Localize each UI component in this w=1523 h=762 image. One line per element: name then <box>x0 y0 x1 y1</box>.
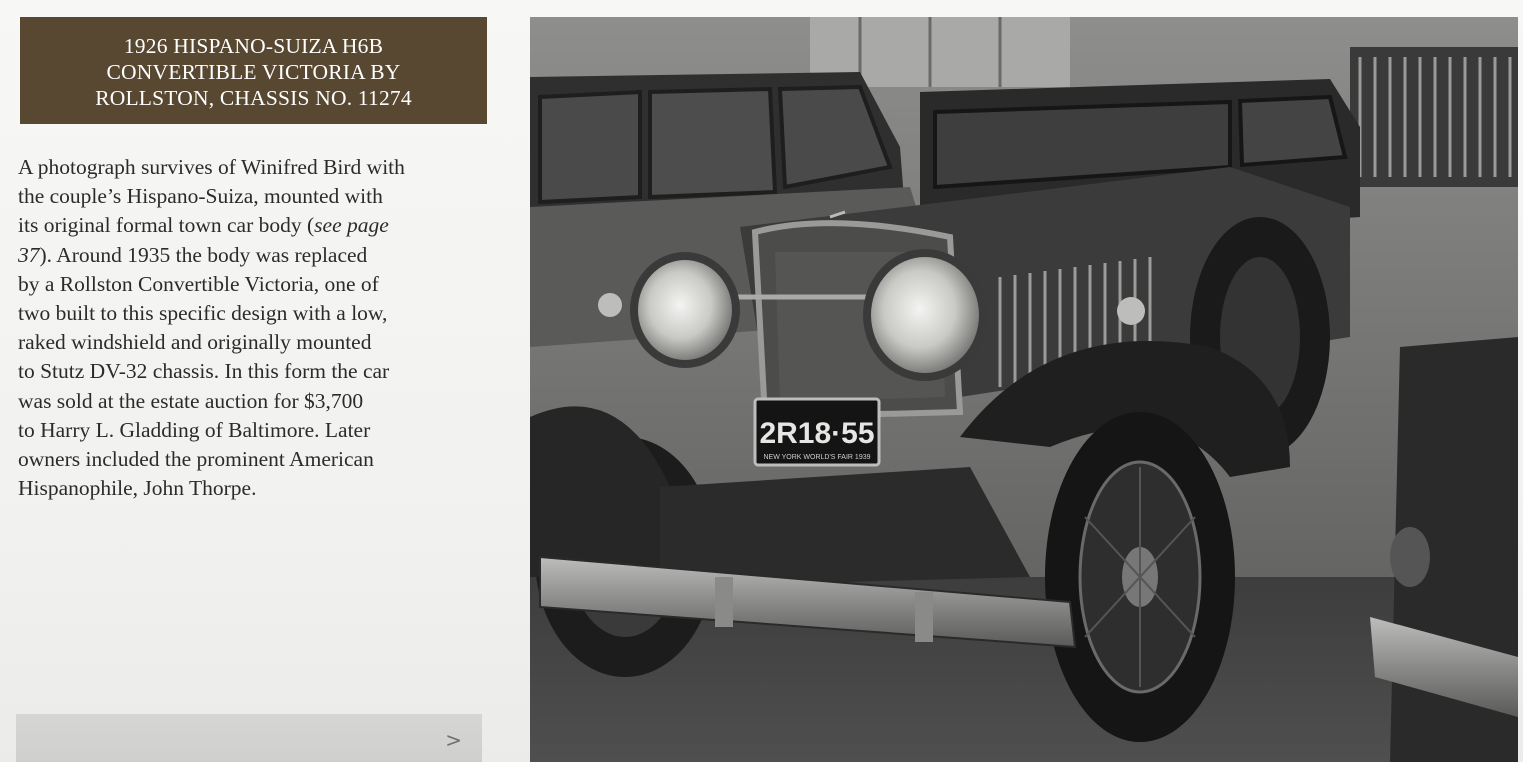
plate-number: 2R18·55 <box>759 417 875 450</box>
caption-body-line: by a Rollston Convertible Victoria, one of <box>18 271 379 296</box>
caption-title-box <box>20 17 487 124</box>
caption-body-line: raked windshield and originally mounted <box>18 330 372 355</box>
chevron-right-icon[interactable]: > <box>445 728 462 752</box>
car-photograph <box>530 17 1518 762</box>
page-reference-number: 37 <box>18 242 40 267</box>
caption-title-line: 1926 HISPANO-SUIZA H6B <box>123 33 384 58</box>
caption-text-segment: ). Around 1935 the body was replaced <box>39 242 368 267</box>
caption-body-line <box>18 211 498 240</box>
caption-body-line: owners included the prominent American <box>18 447 374 472</box>
caption-body-line: Hispanophile, John Thorpe. <box>18 476 257 501</box>
page-reference: see page <box>314 213 389 238</box>
caption-title-line: ROLLSTON, CHASSIS NO. 11274 <box>95 85 412 110</box>
caption-body-line: the couple’s Hispano-Suiza, mounted with <box>18 184 383 209</box>
caption-body-line: to Stutz DV-32 chassis. In this form the car <box>18 359 390 384</box>
caption-body-line <box>18 241 498 270</box>
license-plate <box>755 399 879 465</box>
caption-body-line: was sold at the estate auction for $3,700 <box>18 388 364 413</box>
caption-text-segment: its original formal town car body ( <box>18 213 315 238</box>
plate-subtext: NEW YORK WORLD'S FAIR 1939 <box>763 454 871 461</box>
next-page-bar[interactable] <box>16 714 482 762</box>
parking-light <box>598 293 622 317</box>
caption-title-line: CONVERTIBLE VICTORIA BY <box>106 59 401 84</box>
car-photo-illustration <box>530 17 1518 762</box>
caption-body-line: two built to this specific design with a low, <box>18 301 388 326</box>
caption-body-line: to Harry L. Gladding of Baltimore. Later <box>18 417 371 442</box>
caption-body-line: A photograph survives of Winifred Bird with <box>18 155 405 179</box>
right-headlamp <box>863 249 987 381</box>
left-headlamp <box>630 252 740 368</box>
caption-body <box>18 153 498 503</box>
parking-light <box>1117 297 1145 325</box>
